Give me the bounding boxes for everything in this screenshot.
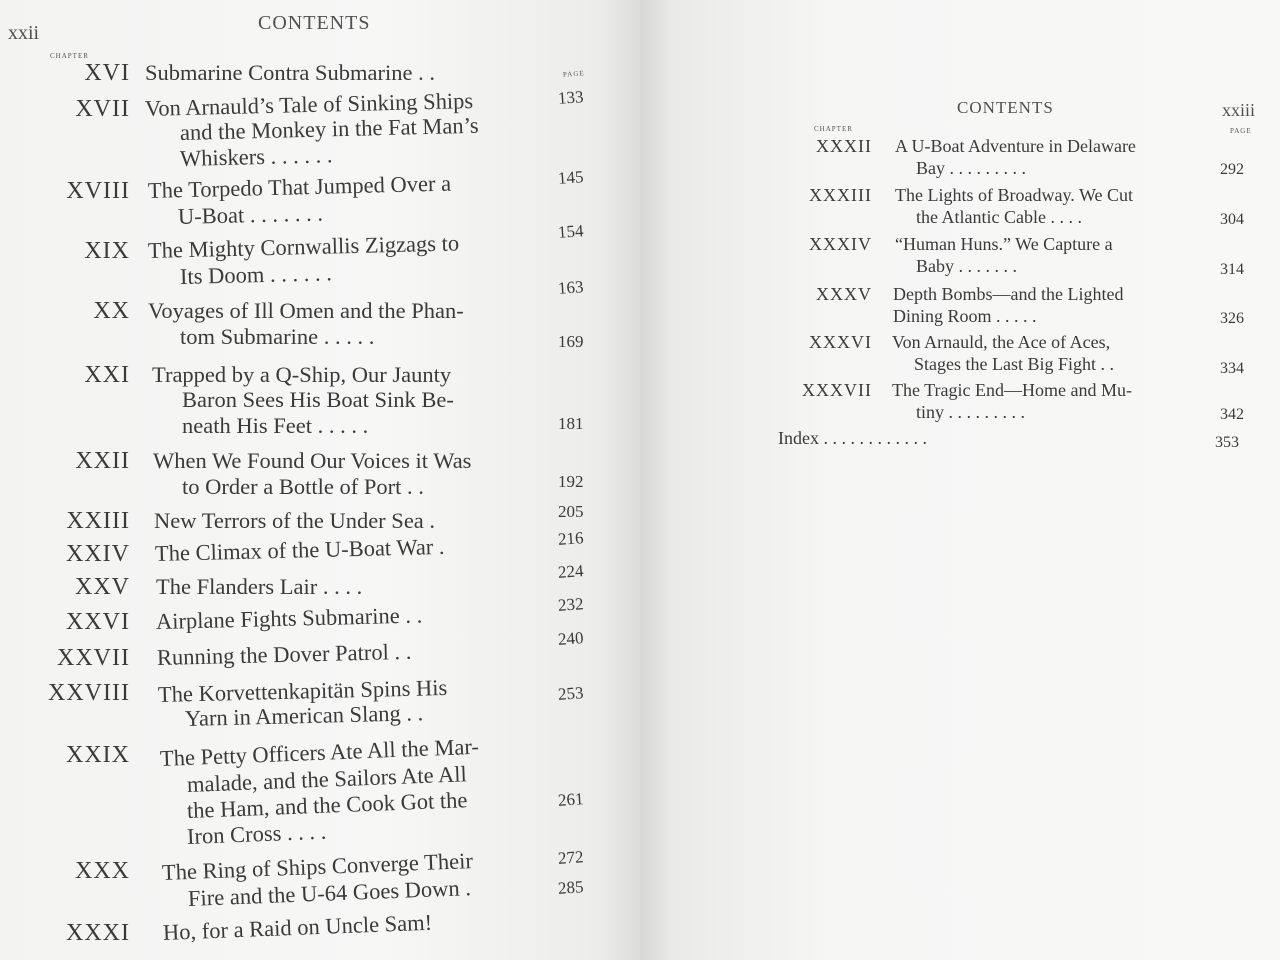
chapter-title-continued: the Ham, and the Cook Got the xyxy=(186,787,468,823)
left-folio: xxii xyxy=(8,22,40,44)
chapter-title: The Petty Officers Ate All the Mar- xyxy=(159,733,480,771)
chapter-title: Submarine Contra Submarine . . xyxy=(145,60,435,85)
chapter-numeral: XIX xyxy=(84,238,130,264)
chapter-title-continued: Bay . . . . . . . . . xyxy=(916,158,1026,178)
toc-entry[interactable] xyxy=(640,284,1280,330)
chapter-title: A U-Boat Adventure in Delaware xyxy=(895,136,1136,156)
chapter-title: New Terrors of the Under Sea . xyxy=(154,508,436,533)
chapter-numeral: XXIX xyxy=(66,742,130,768)
page-number: 253 xyxy=(557,683,585,704)
chapter-title: The Climax of the U-Boat War . xyxy=(154,533,445,566)
right-chapter-label: CHAPTER xyxy=(814,125,853,133)
page-number: 240 xyxy=(557,628,585,649)
page-number: 192 xyxy=(558,472,584,491)
toc-entry[interactable] xyxy=(0,362,640,444)
chapter-title-continued: U-Boat . . . . . . . xyxy=(177,200,324,229)
page-number: 224 xyxy=(557,561,585,582)
page-number: 314 xyxy=(1220,261,1244,278)
chapter-numeral: XXIV xyxy=(66,541,130,567)
chapter-title: Trapped by a Q-Ship, Our Jaunty xyxy=(152,362,452,387)
chapter-title: “Human Huns.” We Capture a xyxy=(895,234,1113,254)
index-page-number: 353 xyxy=(1215,434,1239,451)
toc-entry[interactable] xyxy=(0,847,640,914)
page-number: 261 xyxy=(557,789,585,810)
right-page xyxy=(640,0,1280,960)
chapter-numeral: XXII xyxy=(75,448,130,474)
chapter-title: The Mighty Cornwallis Zigzags to xyxy=(147,230,460,263)
chapter-title: Depth Bombs—and the Lighted xyxy=(893,284,1124,304)
toc-entry[interactable] xyxy=(0,674,640,736)
chapter-title-continued: Iron Cross . . . . xyxy=(186,818,327,849)
chapter-numeral: XXVI xyxy=(66,609,130,635)
chapter-title-continued: Yarn in American Slang . . xyxy=(184,700,424,731)
page-number: 163 xyxy=(557,277,585,298)
chapter-numeral: XXX xyxy=(75,858,130,884)
chapter-numeral: XXVII xyxy=(57,645,130,671)
chapter-title: Voyages of Ill Omen and the Phan- xyxy=(148,298,464,323)
chapter-numeral: XXXIII xyxy=(809,185,872,205)
chapter-numeral: XXXIV xyxy=(809,234,872,254)
chapter-numeral: XXXI xyxy=(66,920,130,946)
toc-entry[interactable] xyxy=(640,234,1280,280)
chapter-title-continued: Its Doom . . . . . . xyxy=(179,260,333,289)
index-entry[interactable] xyxy=(640,428,1280,458)
page-number: 334 xyxy=(1220,360,1244,377)
toc-entry[interactable] xyxy=(0,561,640,604)
chapter-numeral: XXV xyxy=(75,574,130,600)
chapter-title-continued: Fire and the U-64 Goes Down . xyxy=(187,875,472,911)
left-header: CONTENTS xyxy=(258,12,371,34)
page-number: 169 xyxy=(558,332,584,351)
toc-entry[interactable] xyxy=(640,136,1280,182)
chapter-numeral: XVIII xyxy=(66,178,130,204)
page-number: 342 xyxy=(1220,406,1244,423)
left-chapter-label: CHAPTER xyxy=(50,52,89,60)
chapter-title-continued: Baron Sees His Boat Sink Be- xyxy=(182,387,454,412)
chapter-title: Von Arnauld, the Ace of Aces, xyxy=(892,332,1111,352)
page-number: 285 xyxy=(557,877,585,898)
toc-entry[interactable] xyxy=(640,380,1280,426)
page-number: 216 xyxy=(557,528,585,549)
toc-entry[interactable] xyxy=(0,502,640,538)
page-number: 145 xyxy=(557,167,585,188)
left-page-label: PAGE xyxy=(562,69,585,79)
page-number: 205 xyxy=(558,502,584,521)
index-label: Index . . . . . . . . . . . . xyxy=(778,428,927,448)
chapter-title: Ho, for a Raid on Uncle Sam! xyxy=(162,909,433,945)
chapter-title: Airplane Fights Submarine . . xyxy=(155,602,423,634)
toc-entry[interactable] xyxy=(0,448,640,504)
page-number: 304 xyxy=(1220,211,1244,228)
chapter-title-continued: Whiskers . . . . . . xyxy=(179,142,333,171)
chapter-title: The Lights of Broadway. We Cut xyxy=(895,185,1134,205)
chapter-title: The Torpedo That Jumped Over a xyxy=(147,170,452,203)
toc-entry[interactable] xyxy=(0,594,640,639)
chapter-title-continued: tiny . . . . . . . . . xyxy=(916,402,1026,422)
chapter-title-continued: the Atlantic Cable . . . . xyxy=(916,207,1082,227)
chapter-numeral: XVI xyxy=(84,60,130,86)
right-page-label: PAGE xyxy=(1230,127,1252,135)
chapter-title-continued: tom Submarine . . . . . xyxy=(180,324,375,349)
right-header: CONTENTS xyxy=(957,98,1054,117)
chapter-title: The Tragic End—Home and Mu- xyxy=(892,380,1132,400)
toc-entry[interactable] xyxy=(0,298,640,354)
toc-entry[interactable] xyxy=(0,528,640,571)
page-number: 133 xyxy=(557,87,585,108)
page-number: 232 xyxy=(557,594,585,615)
right-folio: xxiii xyxy=(1222,100,1256,120)
chapter-numeral: XXXVI xyxy=(809,332,872,352)
toc-entry[interactable] xyxy=(640,332,1280,378)
toc-entry[interactable] xyxy=(640,185,1280,231)
chapter-numeral: XVII xyxy=(75,96,130,122)
chapter-numeral: XXIII xyxy=(66,508,130,534)
chapter-title: Running the Dover Patrol . . xyxy=(156,638,412,670)
chapter-title: When We Found Our Voices it Was xyxy=(153,448,472,473)
page-number: 326 xyxy=(1220,310,1244,327)
chapter-title: Von Arnauld’s Tale of Sinking Ships xyxy=(144,87,474,121)
chapter-title-continued: Dining Room . . . . . xyxy=(893,306,1037,326)
chapter-numeral: XX xyxy=(93,298,130,324)
chapter-title-continued: neath His Feet . . . . . xyxy=(182,413,369,438)
page-number: 272 xyxy=(557,847,585,868)
chapter-title-continued: Baby . . . . . . . xyxy=(916,256,1017,276)
chapter-title: The Ring of Ships Converge Their xyxy=(161,848,474,885)
page-number: 154 xyxy=(557,221,585,242)
chapter-title: The Flanders Lair . . . . xyxy=(156,574,363,599)
toc-entry[interactable] xyxy=(0,628,640,675)
chapter-numeral: XXXV xyxy=(816,284,872,304)
toc-entry[interactable] xyxy=(0,733,640,852)
chapter-title-continued: Stages the Last Big Fight . . xyxy=(914,354,1114,374)
chapter-numeral: XXI xyxy=(84,362,130,388)
chapter-numeral: XXXVII xyxy=(802,380,872,400)
chapter-numeral: XXVIII xyxy=(48,680,130,706)
page-number: 292 xyxy=(1220,161,1244,178)
chapter-numeral: XXXII xyxy=(816,136,872,156)
chapter-title-continued: and the Monkey in the Fat Man’s xyxy=(179,112,479,145)
chapter-title-continued: to Order a Bottle of Port . . xyxy=(182,474,424,499)
page-number: 181 xyxy=(558,414,584,433)
chapter-title-continued: malade, and the Sailors Ate All xyxy=(186,761,468,797)
chapter-title: The Korvettenkapitän Spins His xyxy=(157,674,448,707)
